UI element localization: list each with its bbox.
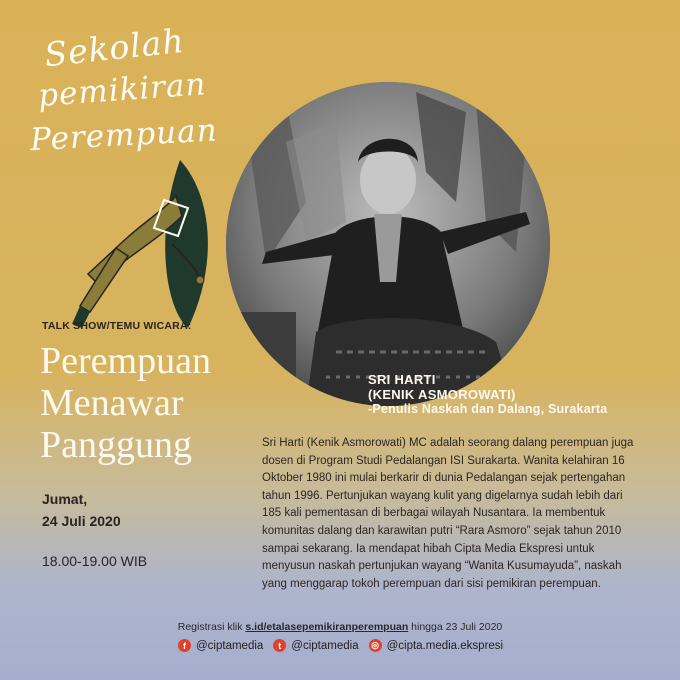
- social-links: [178, 639, 503, 652]
- logo-line-2: pemikiran: [36, 66, 208, 114]
- logo-line-1: Sekolah: [42, 20, 187, 75]
- twitter-icon: t: [273, 639, 286, 652]
- speaker-bio: [262, 435, 642, 593]
- event-date-value: 24 Juli 2020: [42, 513, 121, 529]
- logo-line-3: Perempuan: [29, 112, 219, 159]
- logo: [28, 20, 219, 318]
- social-facebook[interactable]: [178, 639, 263, 652]
- diving-woman-illustration: [68, 156, 218, 336]
- registration-suffix: hingga 23 Juli 2020: [411, 621, 503, 633]
- event-date: [42, 488, 121, 532]
- registration-link[interactable]: s.id/etalasepemikiranperempuan: [245, 621, 409, 633]
- speaker-role: -Penulis Naskah dan Dalang, Surakarta: [368, 402, 608, 416]
- event-title-line-1: Perempuan: [40, 340, 211, 382]
- social-twitter[interactable]: [273, 639, 358, 652]
- facebook-handle: @ciptamedia: [196, 639, 264, 652]
- registration-line: [0, 621, 680, 633]
- event-time: 18.00-19.00 WIB: [42, 553, 148, 569]
- social-instagram[interactable]: [369, 639, 504, 652]
- event-title-line-3: Panggung: [40, 424, 192, 466]
- speaker-name: SRI HARTI: [368, 372, 436, 387]
- event-day: Jumat,: [42, 491, 88, 507]
- event-title: [40, 340, 260, 466]
- event-title-line-2: Menawar: [40, 382, 184, 424]
- facebook-icon: f: [178, 639, 191, 652]
- speaker-alias: (KENIK ASMOROWATI): [368, 387, 516, 402]
- registration-prefix: Registrasi klik: [177, 621, 243, 633]
- speaker-photo-image: [226, 82, 550, 406]
- speaker-bio-text: Sri Harti (Kenik Asmorowati) MC adalah seorang dalang perempuan juga dosen di Program Studi Pedalangan ISI Surakarta. Wanita kelahiran 16 Oktober 1980 ini mulai berkarir di dunia Pedalangan sejak pertengahan tahun 1996. Pertunjukan wayang kulit yang digelarnya sudah lebih dari 185 kali pementasan di berbagai wilayah Nusantara. Ia membentuk komunitas dalang dan karawitan putri “Rara Asmoro” sejak tahun 2010 sampai sekarang. Ia mendapat hibah Cipta Media Ekspresi untuk menyusun naskah pertunjukan wayang “Wanita Kusumayuda”, naskah yang menggarap tokoh perempuan dari sisi pemikiran perempuan.: [262, 437, 634, 590]
- twitter-handle: @ciptamedia: [291, 639, 359, 652]
- instagram-handle: @cipta.media.ekspresi: [386, 639, 504, 652]
- instagram-icon: ◎: [369, 639, 382, 652]
- speaker-caption: [368, 372, 607, 417]
- event-type-label: TALK SHOW/TEMU WICARA:: [42, 320, 192, 332]
- speaker-photo: [226, 82, 550, 406]
